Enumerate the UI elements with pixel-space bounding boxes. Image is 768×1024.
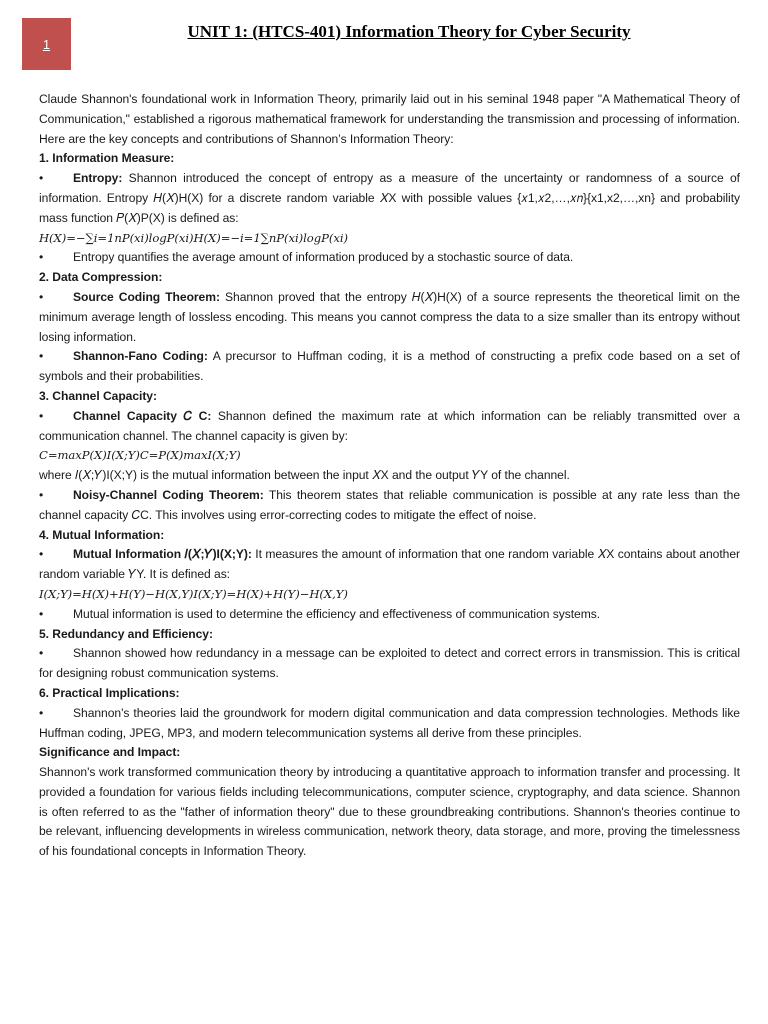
bullet-lead: Source Coding Theorem: (73, 289, 220, 304)
section-heading-mutual-information: 4. Mutual Information: (39, 527, 165, 542)
bullet-mutual-information-use (39, 605, 740, 625)
bullet-redundancy (39, 644, 740, 684)
capacity-where-text: where 𝐼(𝑋;𝑌)I(X;Y) is the mutual information between the input 𝑋X and the output 𝑌Y of the channel. (39, 468, 570, 483)
bullet-marker: • (39, 487, 44, 502)
bullet-lead: Entropy: (73, 171, 123, 186)
bullet-text: Mutual information is used to determine the efficiency and effectiveness of communication systems. (73, 606, 601, 621)
bullet-shannon-fano (39, 347, 740, 387)
bullet-marker: • (39, 646, 44, 661)
mutual-information-formula: 𝐼(𝑋;𝑌)=𝐻(𝑋)+𝐻(𝑌)−𝐻(𝑋,𝑌)I(X;Y)=H(X)+H(Y)−H(X,Y) (39, 586, 348, 601)
bullet-text: Shannon defined the maximum rate at which information can be reliably transmitted over a communication channel. The channel capacity is given by: (39, 408, 740, 443)
bullet-practical-implications (39, 704, 740, 744)
bullet-marker: • (39, 250, 44, 265)
bullet-marker: • (39, 705, 44, 720)
document-title: UNIT 1: (HTCS-401) Information Theory for Cyber Security (187, 22, 631, 41)
bullet-text: Shannon introduced the concept of entropy as a measure of the uncertainty or randomness of a source of information. Entropy 𝐻(𝑋)H(X) for a discrete random variable 𝑋X with possible values {𝑥1,𝑥2,…,𝑥𝑛}{x1,x2,…,xn} and probability mass function 𝑃(𝑋)P(X) is defined as: (39, 171, 740, 225)
bullet-marker: • (39, 547, 44, 562)
bullet-text: It measures the amount of information that one random variable 𝑋X contains about another random variable 𝑌Y. It is defined as: (39, 547, 740, 582)
bullet-lead: Noisy-Channel Coding Theorem: (73, 487, 264, 502)
bullet-lead: Channel Capacity 𝐶 C: (73, 408, 212, 423)
bullet-lead: Shannon-Fano Coding: (73, 349, 208, 364)
bullet-text: Shannon showed how redundancy in a message can be exploited to detect and correct errors in transmission. This is critical for designing robust communication systems. (39, 646, 740, 681)
bullet-channel-capacity (39, 407, 740, 447)
bullet-text: Entropy quantifies the average amount of information produced by a stochastic source of data. (73, 250, 574, 265)
bullet-source-coding (39, 288, 740, 347)
bullet-entropy-quantifies (39, 248, 740, 268)
bullet-noisy-channel (39, 486, 740, 526)
section-heading-significance: Significance and Impact: (39, 745, 181, 760)
document-body (39, 90, 740, 862)
bullet-marker: • (39, 349, 44, 364)
entropy-formula: 𝐻(𝑋)=−∑𝑖=1𝑛𝑃(𝑥𝑖)log⁡𝑃(𝑥𝑖)H(X)=−i=1∑nP(xi)logP(xi) (39, 230, 348, 245)
section-heading-channel-capacity: 3. Channel Capacity: (39, 388, 157, 403)
bullet-lead: Mutual Information 𝐼(𝑋;𝑌)I(X;Y): (73, 547, 252, 562)
significance-paragraph: Shannon's work transformed communication theory by introducing a quantitative approach to information transfer and processing. It provided a foundation for various fields including telecommunications, computer science, cryptography, and data science. Shannon is often referred to as the "father of information theory" due to these groundbreaking contributions. Shannon's theories continue to be relevant, influencing developments in wireless communication, network theory, data storage, and more, proving the timelessness of his foundational concepts in Information Theory. (39, 765, 740, 859)
bullet-entropy (39, 169, 740, 228)
bullet-marker: • (39, 606, 44, 621)
section-heading-practical-implications: 6. Practical Implications: (39, 685, 180, 700)
bullet-mutual-information (39, 545, 740, 585)
page-number[interactable]: 1 (42, 36, 51, 52)
bullet-marker: • (39, 408, 44, 423)
bullet-text: Shannon's theories laid the groundwork for modern digital communication and data compression technologies. Methods like Huffman coding, JPEG, MP3, and modern telecommunication systems all derive from these principles. (39, 705, 740, 740)
bullet-marker: • (39, 289, 44, 304)
capacity-formula: 𝐶=max⁡𝑃(𝑋)𝐼(𝑋;𝑌)C=P(X)maxI(X;Y) (39, 448, 241, 463)
section-heading-information-measure: 1. Information Measure: (39, 151, 175, 166)
bullet-text: This theorem states that reliable communication is possible at any rate less than the channel capacity 𝐶C. This involves using error-correcting codes to mitigate the effect of noise. (39, 487, 741, 522)
bullet-text: A precursor to Huffman coding, it is a method of constructing a prefix code based on a set of symbols and their probabilities. (39, 349, 740, 384)
section-heading-redundancy: 5. Redundancy and Efficiency: (39, 626, 213, 641)
bullet-marker: • (39, 171, 44, 186)
bullet-text: Shannon proved that the entropy 𝐻(𝑋)H(X) of a source represents the theoretical limit on the minimum average length of lossless encoding. This means you cannot compress the data to a size smaller than its entropy without losing information. (39, 289, 740, 344)
intro-paragraph: Claude Shannon's foundational work in Information Theory, primarily laid out in his seminal 1948 paper "A Mathematical Theory of Communication," established a rigorous mathematical framework for understanding the transmission and processing of information. Here are the key concepts and contributions of Shannon’s Information Theory: (39, 92, 740, 146)
section-heading-data-compression: 2. Data Compression: (39, 270, 163, 285)
